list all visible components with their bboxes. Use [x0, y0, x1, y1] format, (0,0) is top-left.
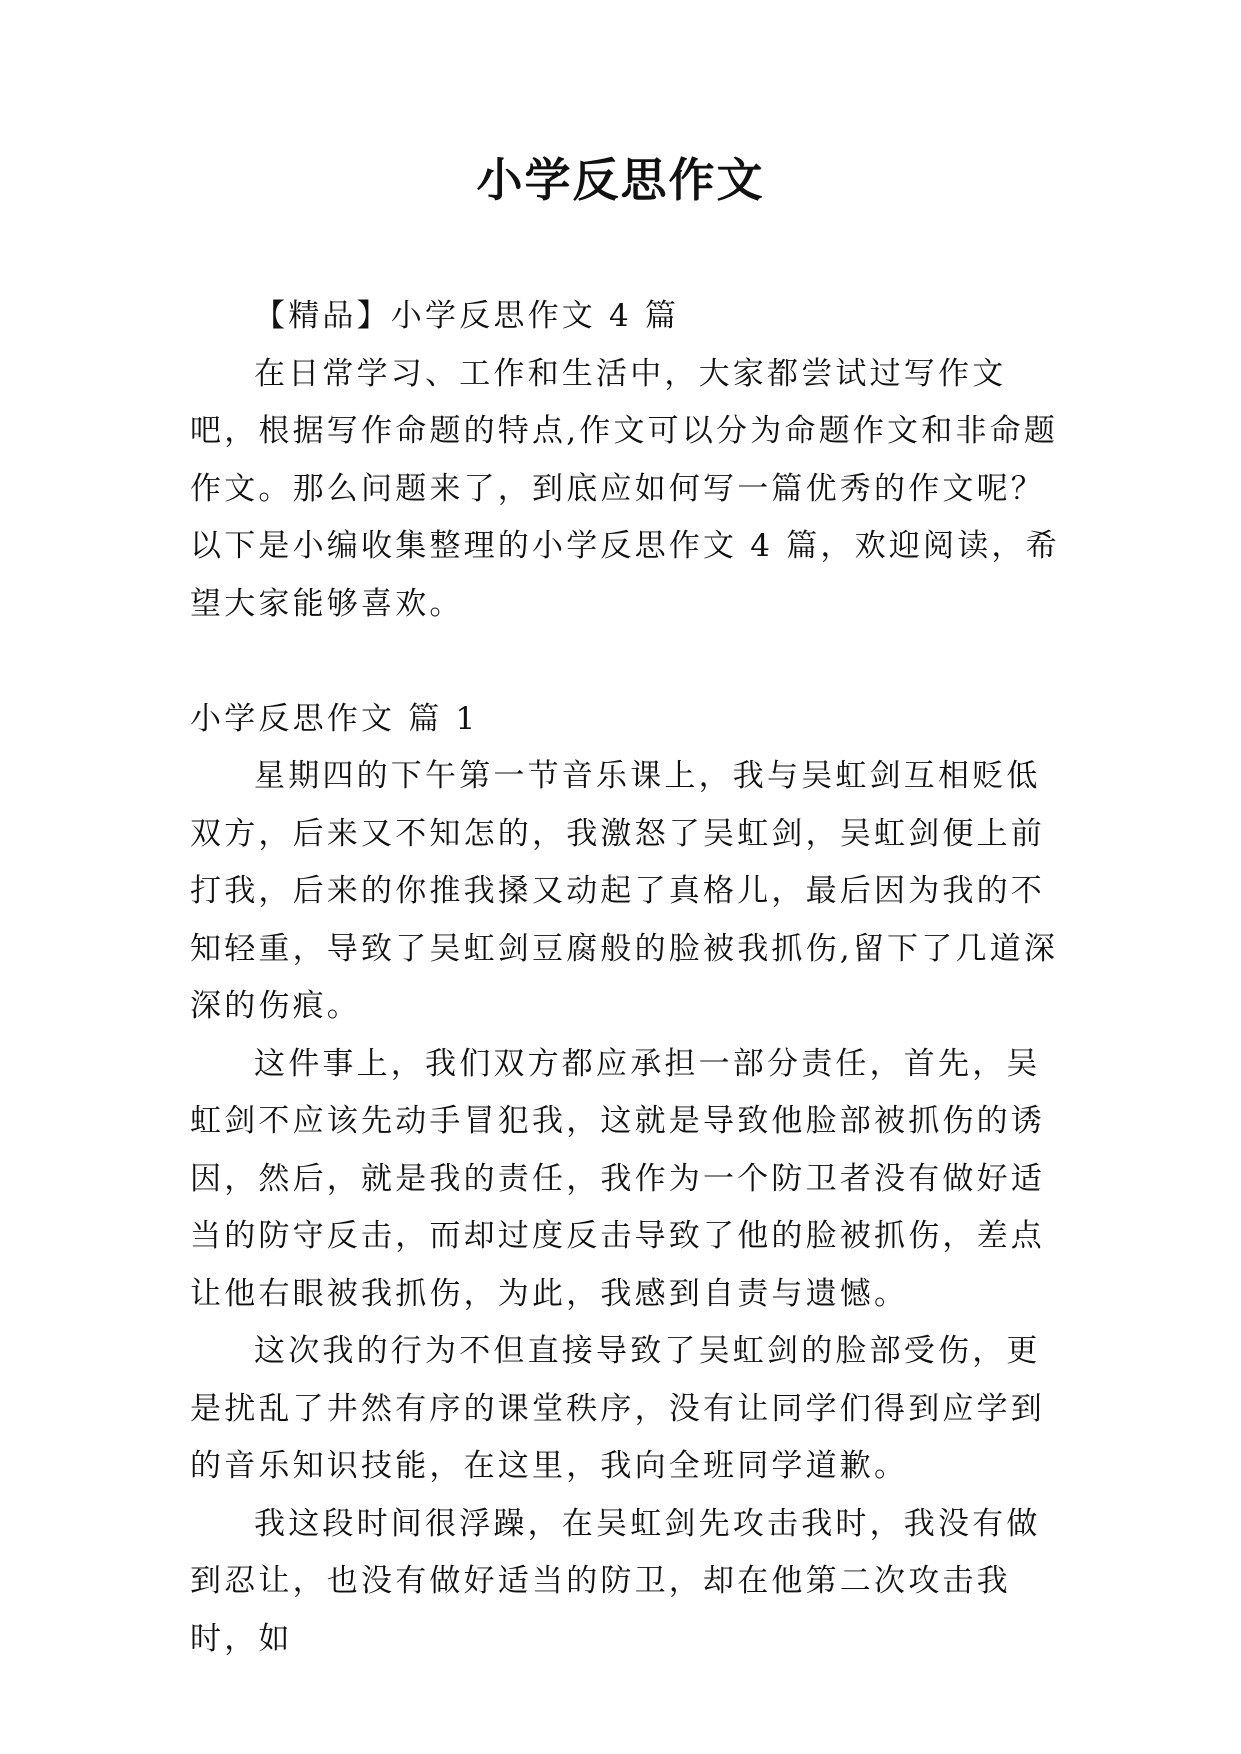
body-paragraph: 我这段时间很浮躁，在吴虹剑先攻击我时，我没有做到忍让，也没有做好适当的防卫，却在他第二次攻击我时，如: [190, 1505, 1041, 1657]
section-gap: [190, 633, 1060, 691]
body-paragraph: 星期四的下午第一节音乐课上，我与吴虹剑互相贬低双方，后来又不知怎的，我激怒了吴虹剑，吴虹剑便上前打我，后来的你推我搡又动起了真格儿，最后因为我的不知轻重，导致了吴虹剑豆腐般的脸被我抓伤,留下了几道深深的伤痕。: [190, 758, 1059, 1024]
document-title: 小学反思作文: [476, 153, 765, 207]
body-paragraph: 这次我的行为不但直接导致了吴虹剑的脸部受伤，更是扰乱了井然有序的课堂秩序，没有让同学们得到应学到的音乐知识技能，在这里，我向全班同学道歉。: [190, 1333, 1045, 1484]
intro-paragraph: 在日常学习、工作和生活中，大家都尝试过写作文吧，根据写作命题的特点,作文可以分为命题作文和非命题作文。那么问题来了，到底应如何写一篇优秀的作文呢？以下是小编收集整理的小学反思作文 4 篇，欢迎阅读，希望大家能够喜欢。: [190, 355, 1060, 622]
document-subtitle: 【精品】小学反思作文 4 篇: [254, 298, 680, 334]
section-heading: 小学反思作文 篇 1: [190, 700, 479, 737]
body-paragraph: 这件事上，我们双方都应承担一部分责任，首先，吴虹剑不应该先动手冒犯我，这就是导致他脸部被抓伤的诱因，然后，就是我的责任，我作为一个防卫者没有做好适当的防守反击，而却过度反击导致了他的脸被抓伤，差点让他右眼被我抓伤，为此，我感到自责与遗憾。: [190, 1045, 1045, 1312]
document-body: [190, 288, 1060, 1668]
